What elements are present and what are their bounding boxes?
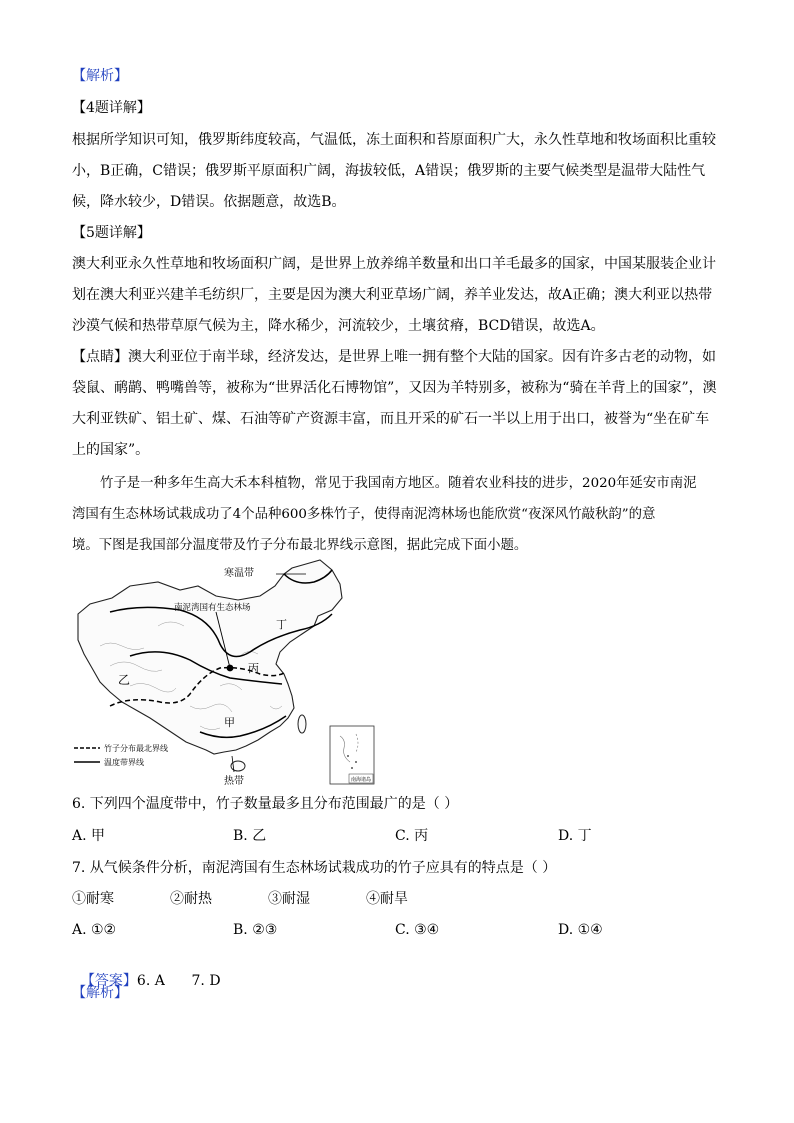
temperature-zone-map (70, 556, 380, 788)
q6-option-c[interactable]: C. 丙 (395, 828, 429, 844)
q4-line-3: 候，降水较少，D错误。依据题意，故选B。 (72, 194, 346, 210)
q7-feature-4: ④耐旱 (366, 891, 408, 907)
q5-line-1: 澳大利亚永久性草地和牧场面积广阔，是世界上放养绵羊数量和出口羊毛最多的国家，中国某服装企业计 (72, 256, 716, 272)
pointer-line-3: 大利亚铁矿、铝土矿、煤、石油等矿产资源丰富，而且开采的矿石一半以上用于出口，被誉为“坐在矿车 (72, 411, 710, 427)
stem-line-2: 湾国有生态林场试栽成功了4个品种600多株竹子，使得南泥湾林场也能欣赏“夜深风竹敲秋韵”的意 (72, 507, 656, 522)
inset-label: 南海诸岛 (351, 777, 372, 783)
label-tropical: 热带 (224, 776, 244, 787)
pointer-paragraph-first (72, 347, 716, 367)
pointer-line-4: 上的国家”。 (72, 442, 150, 458)
q4-detail-tag: 【4题详解】 (72, 100, 151, 116)
final-analysis-tag: 【解析】 (72, 985, 128, 1001)
stem-line-1: 竹子是一种多年生高大禾本科植物，常见于我国南方地区。随着农业科技的进步，2020年延安市南泥 (100, 476, 697, 491)
pointer-tag: 【点睛】 (72, 349, 128, 365)
q6-option-b[interactable]: B. 乙 (233, 828, 267, 844)
q7-option-b[interactable]: B. ②③ (233, 922, 278, 938)
taiwan-island (298, 715, 306, 733)
q4-line-2: 小，B正确，C错误；俄罗斯平原面积广阔，海拔较低，A错误；俄罗斯的主要气候类型是温带大陆性气 (72, 163, 706, 179)
pointer-line-2: 袋鼠、鸸鹋、鸭嘴兽等，被称为“世界活化石博物馆”，又因为羊特别多，被称为“骑在羊背上的国家”，澳 (72, 380, 717, 396)
q7-feature-1: ①耐寒 (72, 891, 114, 907)
answer-tag: 【答案】 (80, 973, 137, 989)
q6-option-d[interactable]: D. 丁 (558, 828, 592, 844)
pointer-line-1: 澳大利亚位于南半球，经济发达，是世界上唯一拥有整个大陆的国家。因有许多古老的动物，如 (128, 349, 716, 365)
q7-option-a[interactable]: A. ①② (72, 922, 117, 938)
label-jia: 甲 (224, 716, 235, 729)
q5-detail-tag: 【5题详解】 (72, 225, 151, 241)
q5-line-2: 划在澳大利亚兴建羊毛纺织厂，主要是因为澳大利亚草场广阔，养羊业发达，故A正确；澳大利亚以热带 (72, 287, 713, 303)
q5-line-3: 沙漠气候和热带草原气候为主，降水稀少，河流较少，土壤贫瘠，BCD错误，故选A。 (72, 318, 605, 334)
q7-feature-2: ②耐热 (170, 891, 212, 907)
answer-text: 6. A 7. D (136, 973, 221, 989)
label-nanniwan-farm: 南泥湾国有生态林场 (174, 603, 251, 613)
q7-feature-3: ③耐湿 (268, 891, 310, 907)
q7-question: 7. 从气候条件分析，南泥湾国有生态林场试栽成功的竹子应具有的特点是（ ） (72, 860, 557, 876)
label-bing: 丙 (248, 662, 259, 675)
map-svg (70, 556, 380, 788)
q6-option-a[interactable]: A. 甲 (72, 828, 106, 844)
legend-bamboo-text: 竹子分布最北界线 (104, 744, 168, 753)
q7-option-d[interactable]: D. ①④ (558, 922, 603, 938)
analysis-tag: 【解析】 (72, 68, 128, 84)
q7-option-c[interactable]: C. ③④ (395, 922, 440, 938)
legend-temp-text: 温度带界线 (104, 758, 144, 767)
stem-line-3: 境。下图是我国部分温度带及竹子分布最北界线示意图，据此完成下面小题。 (72, 538, 528, 553)
q6-question: 6. 下列四个温度带中，竹子数量最多且分布范围最广的是（ ） (72, 796, 459, 812)
label-ding: 丁 (276, 618, 287, 631)
label-yi: 乙 (118, 673, 131, 687)
south-sea-inset (330, 726, 374, 784)
q4-line-1: 根据所学知识可知，俄罗斯纬度较高，气温低，冻土面积和苔原面积广大，永久性草地和牧场面积比重较 (72, 132, 716, 148)
label-cold-temperate: 寒温带 (224, 568, 254, 579)
